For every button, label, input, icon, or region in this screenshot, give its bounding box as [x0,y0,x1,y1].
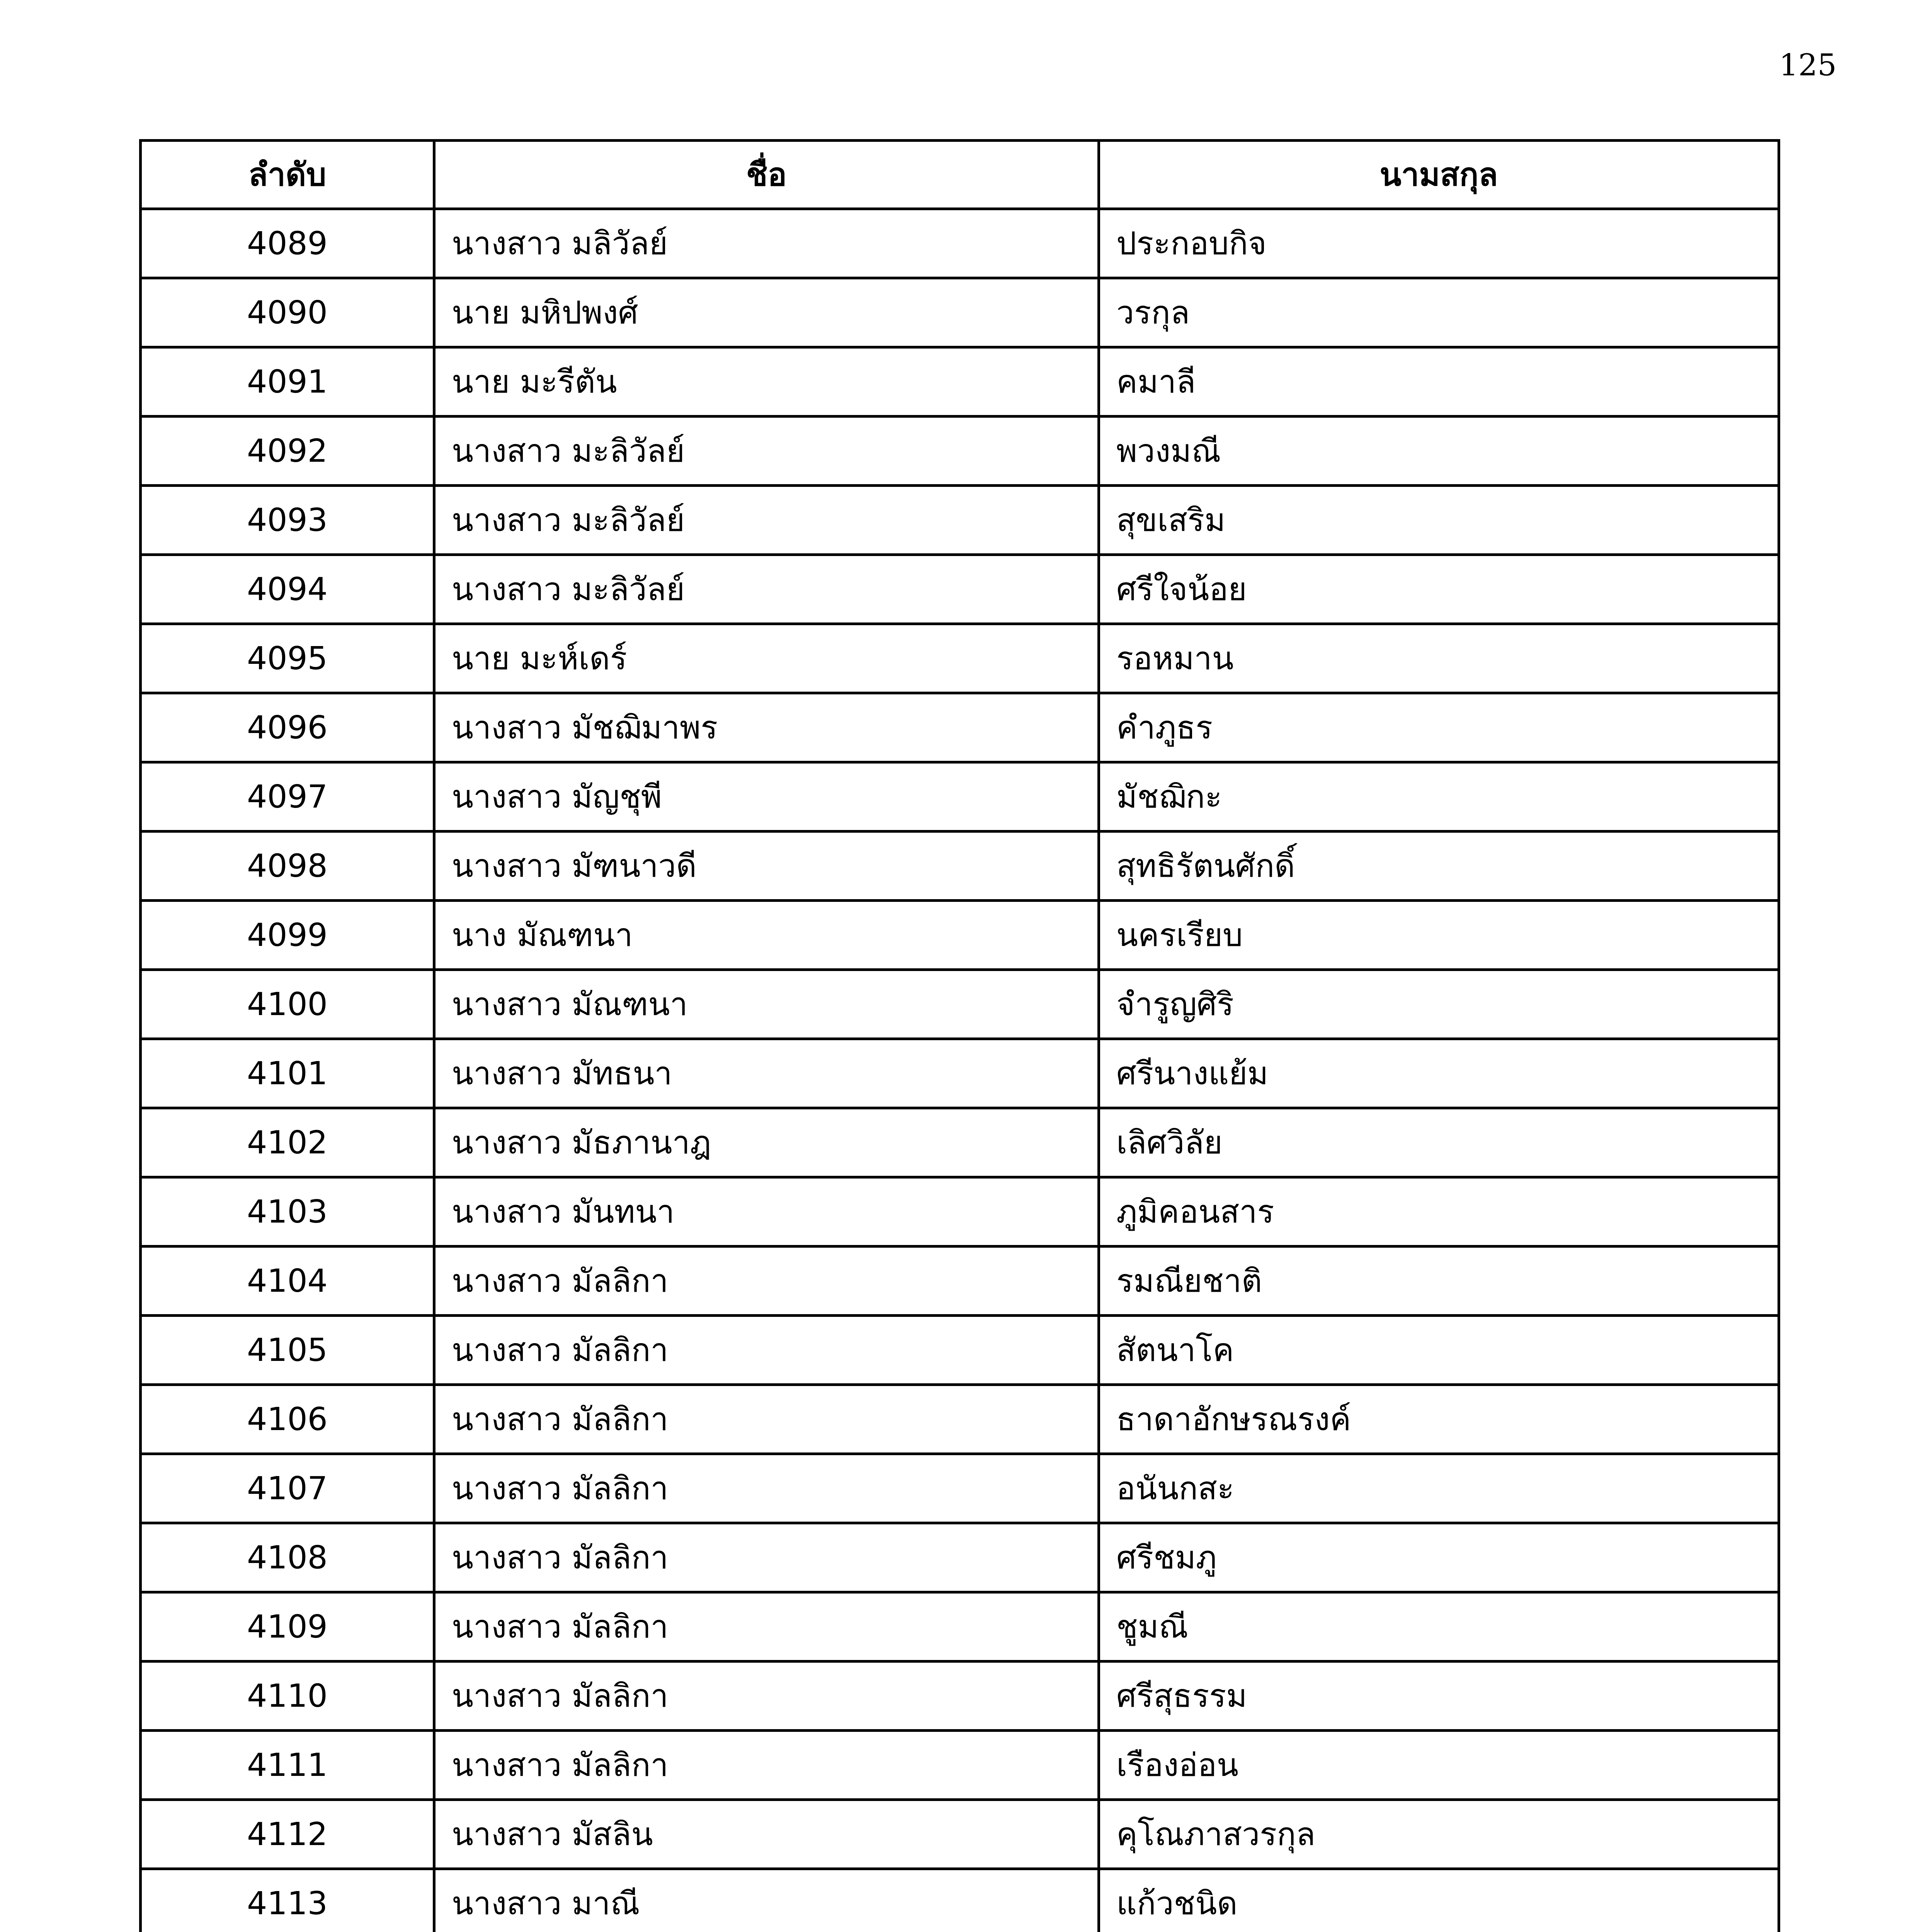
cell-order: 4102 [141,1108,434,1177]
table-row [141,486,1779,555]
cell-order: 4104 [141,1247,434,1316]
table-row [141,832,1779,901]
cell-order: 4101 [141,1039,434,1108]
cell-surname: คำภูธร [1099,693,1779,762]
cell-first-name: นางสาว มัสลิน [434,1800,1099,1869]
table-row [141,693,1779,762]
page-number: 125 [1779,48,1837,83]
table-header-row [141,141,1779,209]
cell-surname: ศรีนางแย้ม [1099,1039,1779,1108]
table-row [141,278,1779,347]
cell-first-name: นาย มะรีตัน [434,347,1099,417]
table-row [141,1316,1779,1385]
table-row [141,209,1779,278]
table-row [141,1039,1779,1108]
cell-surname: ชูมณี [1099,1592,1779,1662]
cell-surname: รมณียชาติ [1099,1247,1779,1316]
cell-first-name: นางสาว มัลลิกา [434,1662,1099,1731]
cell-surname: มัชฌิกะ [1099,762,1779,832]
table-row [141,1177,1779,1247]
cell-order: 4113 [141,1869,434,1932]
cell-order: 4092 [141,417,434,486]
header-first-name: ชื่อ [434,141,1099,209]
header-order: ลำดับ [141,141,434,209]
cell-first-name: นาง มัณฑนา [434,901,1099,970]
cell-order: 4090 [141,278,434,347]
cell-surname: ศรีสุธรรม [1099,1662,1779,1731]
cell-order: 4112 [141,1800,434,1869]
cell-surname: พวงมณี [1099,417,1779,486]
table-row [141,1800,1779,1869]
cell-surname: สัตนาโค [1099,1316,1779,1385]
cell-first-name: นางสาว มัฑนาวดี [434,832,1099,901]
cell-first-name: นางสาว มัลลิกา [434,1523,1099,1592]
table-row [141,970,1779,1039]
cell-order: 4099 [141,901,434,970]
cell-first-name: นางสาว มัชฌิมาพร [434,693,1099,762]
cell-surname: คุโณภาสวรกุล [1099,1800,1779,1869]
cell-order: 4111 [141,1731,434,1800]
cell-order: 4093 [141,486,434,555]
table-row [141,347,1779,417]
cell-first-name: นางสาว มัณฑนา [434,970,1099,1039]
cell-surname: ธาดาอักษรณรงค์ [1099,1385,1779,1454]
table-row [141,1662,1779,1731]
cell-order: 4095 [141,624,434,693]
cell-order: 4096 [141,693,434,762]
cell-surname: ภูมิคอนสาร [1099,1177,1779,1247]
cell-surname: ศรีชมภู [1099,1523,1779,1592]
cell-order: 4094 [141,555,434,624]
cell-first-name: นางสาว มัธภานาฎ [434,1108,1099,1177]
table-row [141,1731,1779,1800]
cell-surname: รอหมาน [1099,624,1779,693]
cell-first-name: นางสาว มะลิวัลย์ [434,486,1099,555]
cell-order: 4098 [141,832,434,901]
table-row [141,417,1779,486]
cell-order: 4110 [141,1662,434,1731]
table-row [141,624,1779,693]
cell-surname: เลิศวิลัย [1099,1108,1779,1177]
cell-surname: ศรีใจน้อย [1099,555,1779,624]
cell-first-name: นางสาว มาณี [434,1869,1099,1932]
cell-first-name: นางสาว มัลลิกา [434,1385,1099,1454]
cell-surname: นครเรียบ [1099,901,1779,970]
cell-surname: ประกอบกิจ [1099,209,1779,278]
cell-first-name: นางสาว มัลลิกา [434,1316,1099,1385]
cell-order: 4097 [141,762,434,832]
cell-order: 4089 [141,209,434,278]
table-row [141,1869,1779,1932]
cell-first-name: นางสาว มัลลิกา [434,1247,1099,1316]
cell-surname: คมาลี [1099,347,1779,417]
cell-first-name: นาย มะห์เดร์ [434,624,1099,693]
cell-order: 4100 [141,970,434,1039]
cell-surname: สุทธิรัตนศักดิ์ [1099,832,1779,901]
cell-surname: เรืองอ่อน [1099,1731,1779,1800]
table-row [141,762,1779,832]
table-row [141,901,1779,970]
cell-first-name: นางสาว มัลลิกา [434,1454,1099,1523]
cell-surname: อนันกสะ [1099,1454,1779,1523]
table-row [141,555,1779,624]
cell-surname: จำรูญศิริ [1099,970,1779,1039]
cell-order: 4091 [141,347,434,417]
name-list-table [139,139,1780,1932]
cell-first-name: นางสาว มลิวัลย์ [434,209,1099,278]
cell-first-name: นาย มหิปพงศ์ [434,278,1099,347]
cell-order: 4106 [141,1385,434,1454]
table-row [141,1592,1779,1662]
cell-first-name: นางสาว มัทธนา [434,1039,1099,1108]
cell-surname: สุขเสริม [1099,486,1779,555]
table-row [141,1108,1779,1177]
header-surname: นามสกุล [1099,141,1779,209]
cell-first-name: นางสาว มัลลิกา [434,1731,1099,1800]
table-row [141,1385,1779,1454]
table-row [141,1247,1779,1316]
cell-surname: วรกุล [1099,278,1779,347]
cell-order: 4103 [141,1177,434,1247]
table-row [141,1454,1779,1523]
cell-order: 4105 [141,1316,434,1385]
table-body [141,209,1779,1932]
cell-first-name: นางสาว มะลิวัลย์ [434,555,1099,624]
cell-order: 4109 [141,1592,434,1662]
cell-first-name: นางสาว มัลลิกา [434,1592,1099,1662]
cell-first-name: นางสาว มันทนา [434,1177,1099,1247]
cell-first-name: นางสาว มะลิวัลย์ [434,417,1099,486]
cell-first-name: นางสาว มัญชุพี [434,762,1099,832]
cell-order: 4107 [141,1454,434,1523]
cell-surname: แก้วชนิด [1099,1869,1779,1932]
table-row [141,1523,1779,1592]
cell-order: 4108 [141,1523,434,1592]
